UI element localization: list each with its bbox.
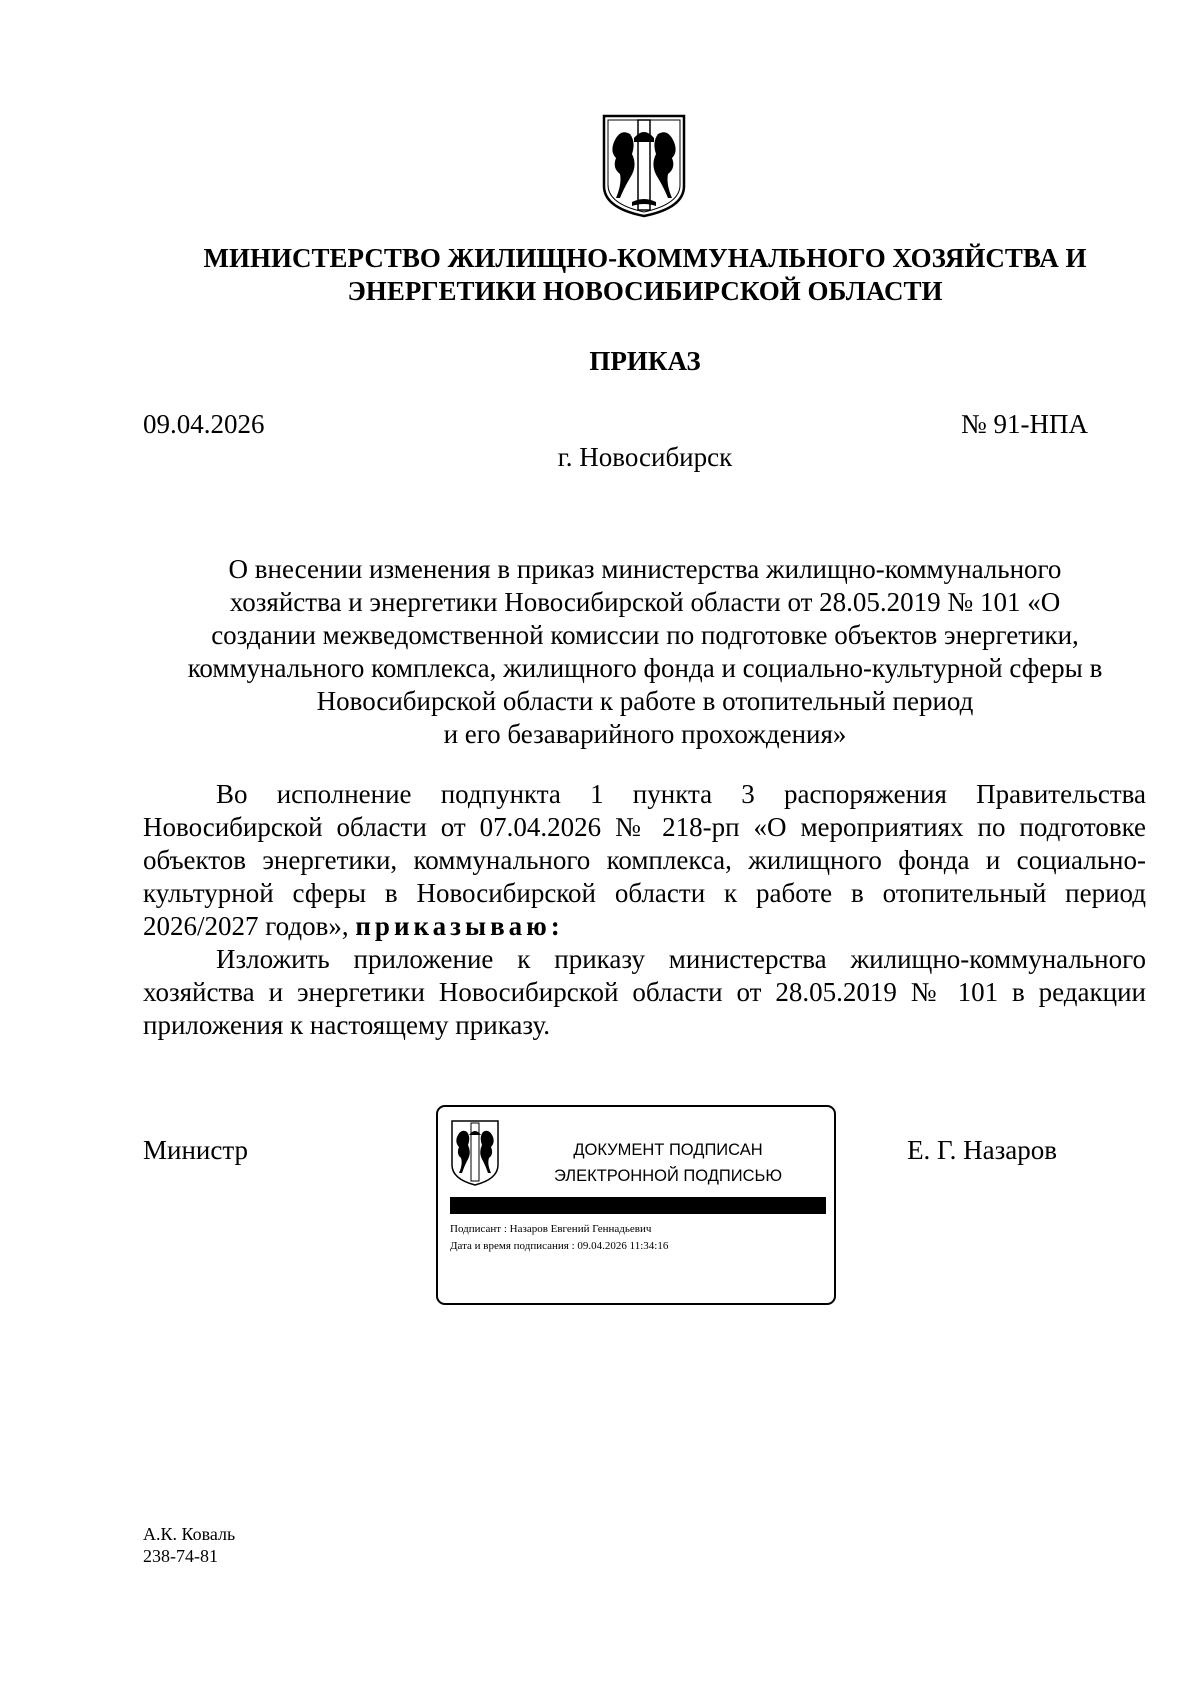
- subject-line: создании межведомственной комиссии по подготовке объектов энергетики,: [211, 620, 1079, 650]
- order-word: приказываю:: [355, 911, 564, 941]
- stamp-datetime: Дата и время подписания : 09.04.2026 11:34:16: [450, 1240, 669, 1252]
- coat-of-arms-icon: [450, 1119, 500, 1187]
- organization-title-line: ЭНЕРГЕТИКИ НОВОСИБИРСКОЙ ОБЛАСТИ: [347, 276, 943, 306]
- subject-line: Новосибирской области к работе в отопительный период: [316, 686, 974, 716]
- body-paragraph: [143, 778, 1146, 943]
- document-type: ПРИКАЗ: [589, 346, 701, 376]
- body-paragraph-text: Во исполнение подпункта 1 пункта 3 распоряжения Правительства Новосибирской области от 07.04.2026 № 218-рп «О мероприятиях по подготовке объектов энергетики, коммунального комплекса, жилищного фонда и социально-культурной сферы в Новосибирской области к работе в отопительный период 2026/2027 годов»,: [143, 779, 1146, 941]
- subject-line: О внесении изменения в приказ министерства жилищно-коммунального: [228, 554, 1062, 584]
- signer-name: Е. Г. Назаров: [907, 1135, 1057, 1165]
- executor-phone: 238-74-81: [143, 1546, 218, 1566]
- organization-title-line: МИНИСТЕРСТВО ЖИЛИЩНО-КОММУНАЛЬНОГО ХОЗЯЙСТВА И: [203, 243, 1087, 273]
- signer-title: Министр: [143, 1135, 248, 1165]
- organization-title: [0, 242, 1200, 308]
- stamp-info: [450, 1221, 668, 1255]
- electronic-signature-stamp: [436, 1105, 836, 1305]
- stamp-header-line: ДОКУМЕНТ ПОДПИСАН: [573, 1141, 763, 1159]
- coat-of-arms-icon: [600, 112, 688, 220]
- stamp-header: [528, 1137, 808, 1189]
- stamp-signer: Подписант : Назаров Евгений Геннадьевич: [450, 1223, 652, 1235]
- subject-line: коммунального комплекса, жилищного фонда и социально-культурной сферы в: [187, 653, 1103, 683]
- subject-line: хозяйства и энергетики Новосибирской области от 28.05.2019 № 101 «О: [229, 587, 1061, 617]
- document-subject: [0, 553, 1200, 751]
- executor-info: [143, 1523, 235, 1567]
- stamp-header-line: ЭЛЕКТРОННОЙ ПОДПИСЬЮ: [553, 1167, 783, 1185]
- document-date: 09.04.2026: [143, 409, 265, 439]
- document-number: № 91-НПА: [961, 409, 1088, 439]
- executor-name: А.К. Коваль: [143, 1524, 236, 1544]
- subject-line: и его безаварийного прохождения»: [443, 719, 847, 749]
- document-body: [143, 778, 1146, 1042]
- document-city: г. Новосибирск: [557, 442, 733, 472]
- stamp-bar: [450, 1197, 826, 1214]
- body-paragraph: Изложить приложение к приказу министерства жилищно-коммунального хозяйства и энергетики Новосибирской области от 28.05.2019 № 101 в редакции приложения к настоящему приказу.: [143, 944, 1146, 1040]
